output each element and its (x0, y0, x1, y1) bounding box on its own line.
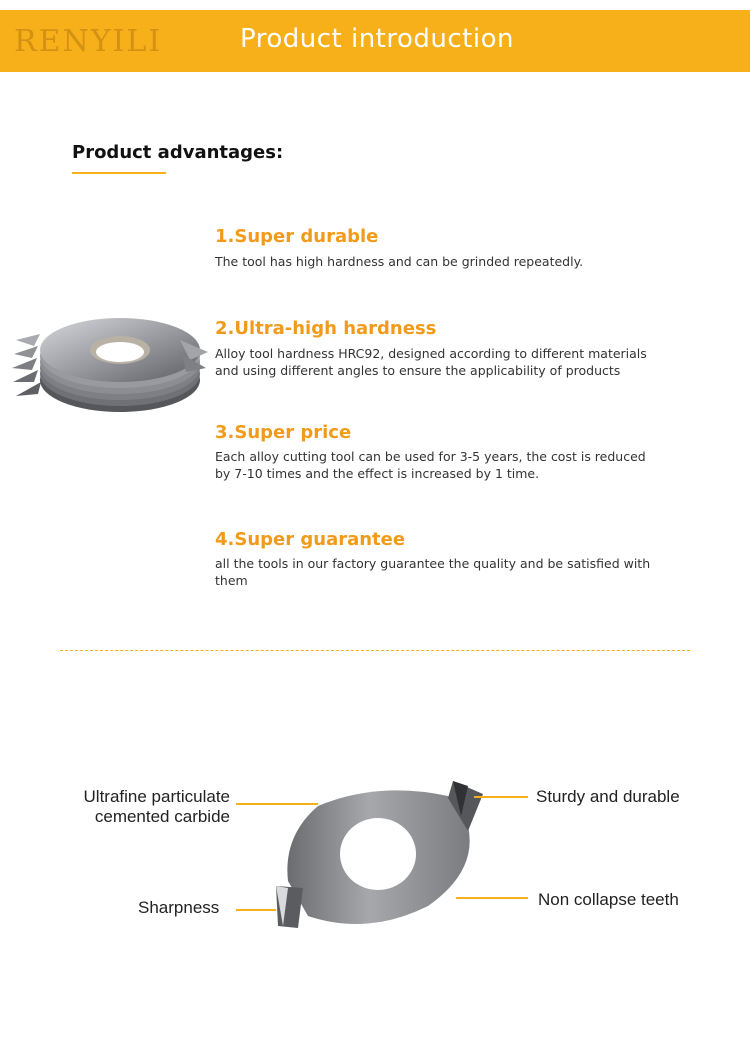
teeth-leader-line (456, 897, 528, 899)
brand-watermark-logo: RENYILI (14, 24, 163, 59)
advantage-title-price: 3.Super price (215, 422, 352, 443)
advantage-title-hardness: 2.Ultra-high hardness (215, 318, 437, 339)
advantage-desc-durable: The tool has high hardness and can be grinded repeatedly. (215, 254, 584, 269)
carbide-callout-line1: Ultrafine particulate (83, 787, 230, 806)
carbide-callout-line2: cemented carbide (94, 807, 230, 826)
carbide-callout-label (64, 787, 230, 827)
sharpness-leader-line (236, 909, 276, 911)
section-title-underline (72, 172, 166, 174)
advantage-title-guarantee: 4.Super guarantee (215, 529, 406, 550)
section-title: Product advantages: (72, 142, 284, 163)
advantage-desc-price: Each alloy cutting tool can be used for 3-5 years, the cost is reduced by 7-10 times and the effect is increased by 1 time. (215, 449, 646, 481)
sharpness-callout-label: Sharpness (138, 898, 220, 917)
advantage-title-durable: 1.Super durable (215, 226, 379, 247)
advantage-desc-guarantee: all the tools in our factory guarantee the quality and be satisfied with them (215, 556, 651, 588)
banner-title: Product introduction (240, 24, 514, 54)
sturdy-leader-line (474, 796, 528, 798)
teeth-callout-label: Non collapse teeth (538, 890, 679, 909)
blade-closeup-image (268, 776, 488, 936)
carbide-leader-line (236, 803, 318, 805)
advantage-desc-hardness: Alloy tool hardness HRC92, designed according to different materials and using different angles to ensure the applicability of products (215, 346, 647, 378)
header-banner (0, 10, 750, 72)
dashed-divider (60, 650, 690, 651)
stacked-blades-image (10, 296, 210, 426)
sturdy-callout-label: Sturdy and durable (536, 787, 680, 806)
